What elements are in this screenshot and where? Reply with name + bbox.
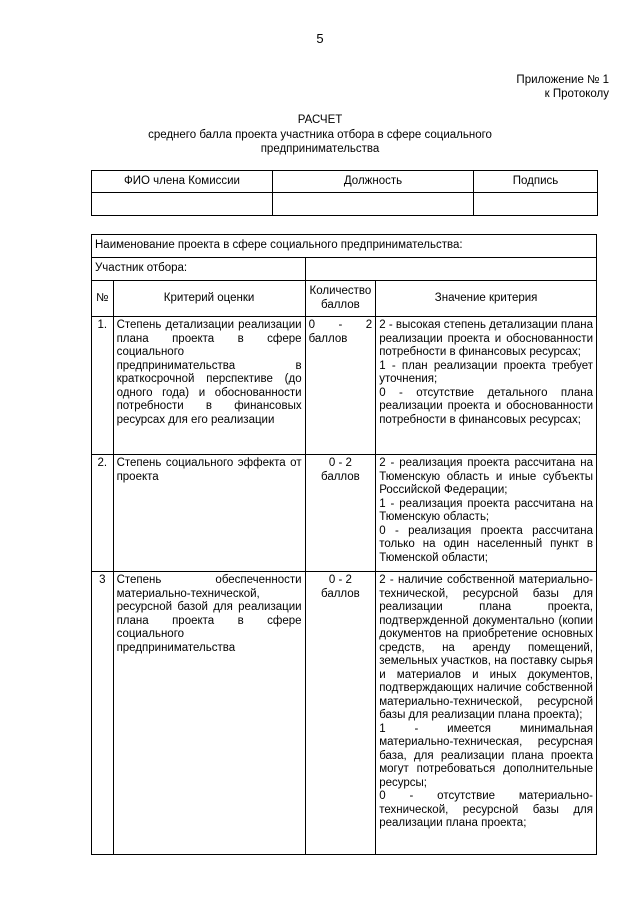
signature-header-signature: Подпись	[474, 171, 598, 193]
header-points: Количество баллов	[305, 281, 376, 317]
value-option: 1 - реализация проекта рассчитана на Тюменскую область;	[379, 497, 593, 523]
signature-name-cell[interactable]	[92, 193, 273, 216]
value-option: 0 - отсутствие материально-технической, ресурсной базы для реализации плана проекта;	[379, 790, 593, 829]
participant-value-cell[interactable]	[305, 258, 596, 281]
signature-header-position: Должность	[273, 171, 474, 193]
criterion-row-3	[92, 572, 597, 855]
value-option: 2 - реализация проекта рассчитана на Тюменскую область и иные субъекты Российской Федерации;	[379, 457, 593, 496]
header-value: Значение критерия	[376, 281, 597, 317]
title-heading: РАСЧЕТ	[297, 114, 343, 126]
signature-table	[91, 170, 598, 216]
value-option: 0 - реализация проекта рассчитана только на один населенный пункт в Тюменской области;	[379, 524, 593, 564]
value-option: 1 - план реализации проекта требует уточнения;	[379, 359, 593, 385]
criteria-table	[91, 234, 597, 855]
signature-position-cell[interactable]	[273, 193, 474, 216]
row-number: 2.	[92, 455, 114, 572]
title-subtitle-line-1: среднего балла проекта участника отбора в сфере социального	[148, 129, 492, 141]
points-range: 0 - 2 баллов	[305, 317, 376, 455]
appendix-note	[516, 73, 609, 101]
title-subtitle-line-2: предпринимательства	[260, 143, 380, 155]
criterion-row-2	[92, 455, 597, 572]
document-title	[0, 113, 640, 156]
row-number: 1.	[92, 317, 114, 455]
signature-header-name: ФИО члена Комиссии	[92, 171, 273, 193]
criterion-row-1	[92, 317, 597, 455]
criterion-text: Степень детализации реализации плана проекта в сфере социального предпринимательства в краткосрочной перспективе (до одного года) и обоснованности потребности в финансовых ресурсах для его реализации	[113, 317, 305, 455]
row-number: 3	[92, 572, 114, 855]
project-name-label: Наименование проекта в сфере социального предпринимательства:	[92, 235, 597, 258]
criterion-text: Степень обеспеченности материально-технической, ресурсной базой для реализации плана проекта в сфере социального предпринимательства	[113, 572, 305, 855]
criterion-text: Степень социального эффекта от проекта	[113, 455, 305, 572]
value-option: 2 - наличие собственной материально-технической, ресурсной базы для реализации плана проекта, подтвержденной документально (копии документов на приобретение основных средств, на аренду помещений, земельных участков, на поставку сырья и материалов и иных документов, подтверждающих наличие собственной материально-технической, ресурсной базы для реализации плана проекта);	[379, 574, 593, 721]
value-option: 1 - имеется минимальная материально-техническая, ресурсная база, для реализации плана проекта могут потребоваться дополнительные ресурсы;	[379, 722, 593, 789]
signature-sign-cell[interactable]	[474, 193, 598, 216]
value-option: 0 - отсутствие детального плана реализации проекта и обоснованности потребности в финансовых ресурсах;	[379, 386, 593, 426]
value-option: 2 - высокая степень детализации плана реализации проекта и обоснованности потребности в финансовых ресурсах;	[379, 319, 593, 358]
criterion-values	[376, 455, 597, 572]
appendix-line-1: Приложение № 1	[516, 74, 609, 86]
points-range: 0 - 2 баллов	[305, 455, 376, 572]
criterion-values	[376, 317, 597, 455]
participant-label: Участник отбора:	[92, 258, 306, 281]
header-criterion: Критерий оценки	[113, 281, 305, 317]
appendix-line-2: к Протоколу	[544, 88, 609, 100]
page-number: 5	[316, 31, 324, 46]
criterion-values	[376, 572, 597, 855]
header-number: №	[92, 281, 114, 317]
points-range: 0 - 2 баллов	[305, 572, 376, 855]
